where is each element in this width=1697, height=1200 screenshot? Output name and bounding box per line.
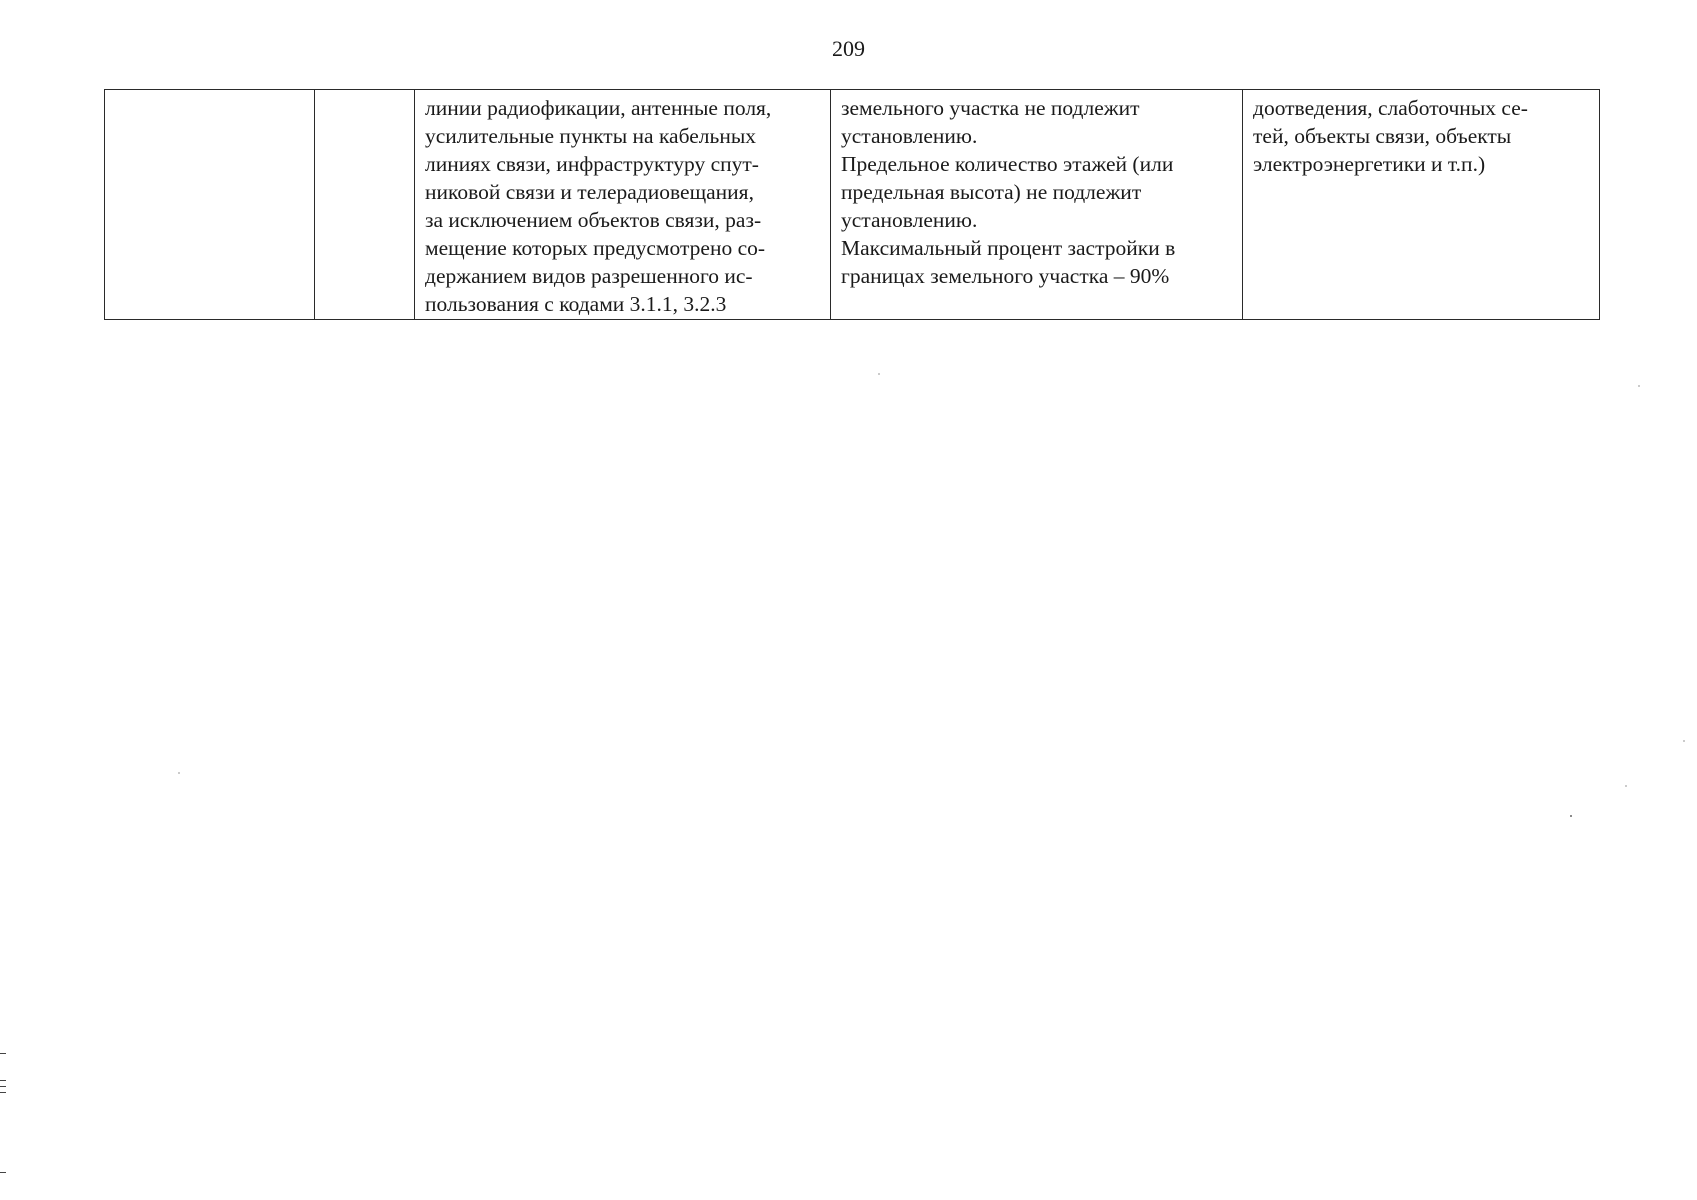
cell-text-line: никовой связи и телерадиовещания, xyxy=(425,180,754,204)
cell-text-line: границах земельного участка – 90% xyxy=(841,264,1170,288)
scan-mark xyxy=(0,1172,6,1173)
regulations-table xyxy=(104,89,1600,320)
cell-text-line: линии радиофикации, антенные поля, xyxy=(425,96,772,120)
cell-text-line: Предельное количество этажей (или xyxy=(841,152,1174,176)
cell-text-line: установлению. xyxy=(841,124,978,148)
cell-text-line: предельная высота) не подлежит xyxy=(841,180,1142,204)
cell-text-line: усилительные пункты на кабельных xyxy=(425,124,757,148)
cell-text-line: за исключением объектов связи, раз- xyxy=(425,208,762,232)
scan-mark xyxy=(0,1053,6,1054)
cell-text-line: мещение которых предусмотрено со- xyxy=(425,236,766,260)
table-row xyxy=(105,90,1600,320)
scan-mark xyxy=(0,1086,6,1087)
cell-text-line: электроэнергетики и т.п.) xyxy=(1253,152,1486,176)
cell-text-line: Максимальный процент застройки в xyxy=(841,236,1176,260)
cell-text-line: пользования с кодами 3.1.1, 3.2.3 xyxy=(425,292,727,316)
table-cell-col5 xyxy=(1243,90,1600,320)
page-number: 209 xyxy=(832,36,865,61)
table-cell-col3 xyxy=(415,90,831,320)
scan-dot xyxy=(878,373,880,375)
table-cell-col1 xyxy=(105,90,315,320)
scan-dot xyxy=(1683,740,1685,742)
cell-text-line: линиях связи, инфраструктуру спут- xyxy=(425,152,759,176)
scan-dot xyxy=(178,772,180,774)
scan-mark xyxy=(0,1080,6,1081)
table-cell-col4 xyxy=(831,90,1243,320)
cell-text-line: установлению. xyxy=(841,208,978,232)
scan-dot xyxy=(1570,815,1572,817)
cell-text-line: держанием видов разрешенного ис- xyxy=(425,264,753,288)
table-cell-col2 xyxy=(315,90,415,320)
scan-dot xyxy=(1625,785,1627,787)
cell-text-line: доотведения, слаботочных се- xyxy=(1253,96,1528,120)
cell-text-line: земельного участка не подлежит xyxy=(841,96,1140,120)
scan-mark xyxy=(0,1092,6,1093)
cell-text-line: тей, объекты связи, объекты xyxy=(1253,124,1512,148)
scan-dot xyxy=(1638,385,1640,387)
